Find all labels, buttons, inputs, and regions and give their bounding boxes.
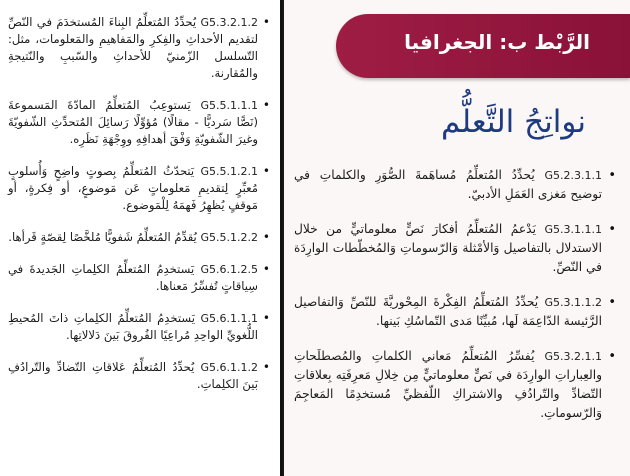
outcome-text: يُحدِّدُ المُتعلِّمُ عَلاقاتِ التّضادِّ والتّرادُفِ بَينَ الكلِماتِ. xyxy=(8,360,258,391)
outcome-code: G5.6.1.1.2 xyxy=(200,361,259,374)
bullet-icon: • xyxy=(262,262,270,276)
outcome-code: G5.5.1.2.1 xyxy=(200,165,258,178)
list-item xyxy=(8,14,270,82)
right-outcomes-list xyxy=(294,166,616,439)
right-page xyxy=(284,0,630,476)
outcome-code: G5.3.2.1.1 xyxy=(544,350,602,363)
left-page xyxy=(0,0,283,476)
outcome-text: يَستوعِبُ المُتعلِّمُ المادّةَ المَسموعةَ (نَصًّا سَرديًّا - مقالًا) مُؤوِّلًا رَسائِلَ المُتحدِّثِ الشّفويّةَ وغيرَ الشّفويّةِ وَفْقَ أهدافِهِ ووِجْهَةِ نَظَرِه. xyxy=(8,98,258,146)
list-item xyxy=(294,293,616,331)
outcome-text: يَستخدِمُ المُتعلِّمُ الكلِماتِ الجَديدةَ في سِياقاتٍ تُفسِّرُ مَعناها. xyxy=(8,262,258,293)
bullet-icon: • xyxy=(262,360,270,374)
bullet-icon: • xyxy=(608,349,616,364)
outcome-text: يُحدِّدُ المُتعلِّمُ مُساهَمةَ الصُّوَرِ والكلماتِ في توضيح مَغزى العَمَلِ الأدبيّ. xyxy=(294,168,602,201)
outcome-text: يَتحدّثُ المُتعلِّمُ بِصوتٍ واضِحٍ وَأُسلوبٍ مُعبِّرٍ لِتقديمِ مَعلوماتٍ عَن مَوضوعٍ، أو فِكرةٍ، أو مَوقفٍ يُظهِرُ فَهمَهُ لِلْمَوضوع. xyxy=(8,164,258,212)
bullet-icon: • xyxy=(608,295,616,310)
list-item xyxy=(8,261,270,295)
outcome-code: G5.3.1.1.1 xyxy=(544,223,602,236)
outcome-code: G5.6.1.1.1 xyxy=(200,312,259,325)
outcome-text: يَستخدِمُ المُتعلِّمُ الكلِماتِ ذاتَ المُحيطِ اللُّغويِّ الواحِدِ مُراعِيًا الفُروقَ بَينَ دَلالاتِها. xyxy=(8,311,258,342)
list-item xyxy=(294,220,616,277)
bullet-icon: • xyxy=(262,164,270,178)
banner-title: الرَّبْط ب: الجغرافيا xyxy=(404,30,590,54)
list-item xyxy=(8,359,270,393)
outcome-code: G5.3.1.1.2 xyxy=(544,296,603,309)
bullet-icon: • xyxy=(262,98,270,112)
outcome-text: يُقدِّمُ المُتعلِّمُ شَفويًّا مُلخَّصًا لِقصّةٍ قَرأها. xyxy=(8,230,197,244)
list-item xyxy=(294,347,616,423)
section-title: نواتِجُ التَّعلُّم xyxy=(440,104,586,140)
list-item xyxy=(8,163,270,214)
list-item xyxy=(8,229,270,246)
bullet-icon: • xyxy=(262,15,270,29)
bullet-icon: • xyxy=(262,230,270,244)
outcome-text: يُحدِّدُ المُتعلِّمُ البِناءَ المُستخدَمَ في النّصِّ لتقديم الأحداثِ والفِكرِ والمَفاهيمِ والمَعلومات، مثل: التّسلسل الزّمنيّ للأحداثِ والسّببِ والنّتيجةِ والمُقارنة. xyxy=(8,15,258,80)
bullet-icon: • xyxy=(608,168,616,183)
outcome-text: يَدْعمُ المُتعلِّمُ أفكارَ نَصٍّ معلوماتيٍّ من خلال الاستدلال بالتفاصيل وَالأمْثلة وَالرّسوماتِ وَالمُخطّطات الوارِدَة في النّصِّ. xyxy=(294,222,602,274)
list-item xyxy=(8,97,270,148)
outcome-code: G5.5.1.2.2 xyxy=(200,231,258,244)
subject-banner xyxy=(336,14,630,78)
bullet-icon: • xyxy=(608,222,616,237)
list-item xyxy=(294,166,616,204)
list-item xyxy=(8,310,270,344)
outcome-code: G5.2.3.1.1 xyxy=(544,169,603,182)
outcome-code: G5.5.1.1.1 xyxy=(200,99,258,112)
outcome-code: G5.3.2.1.2 xyxy=(200,16,259,29)
bullet-icon: • xyxy=(262,311,270,325)
outcome-text: يُحدِّدُ المُتعلِّمُ الفِكْرةَ المِحْوريَّةَ للنّصِّ وَالتفاصيل الرَّئيسة الدّاعِمَة لَها، مُبيِّنًا مَدى التّماسُكِ بَينها. xyxy=(294,295,602,328)
left-outcomes-list xyxy=(0,0,280,393)
outcome-code: G5.6.1.2.5 xyxy=(200,263,259,276)
outcome-text: يُفسِّرُ المُتعلِّمُ مَعاني الكلماتِ والمُصطلَحاتِ والعِباراتِ الوارِدَة في نَصٍّ معلوماتيٍّ مِن خِلالِ مَعرِفَتِه بِعلاقاتِ التّضادِّ والتّرادُفِ والاشتراكِ اللّفظيِّ مُستخدِمًا المَعاجِمَ وَالرّسوماتِ. xyxy=(294,349,602,420)
